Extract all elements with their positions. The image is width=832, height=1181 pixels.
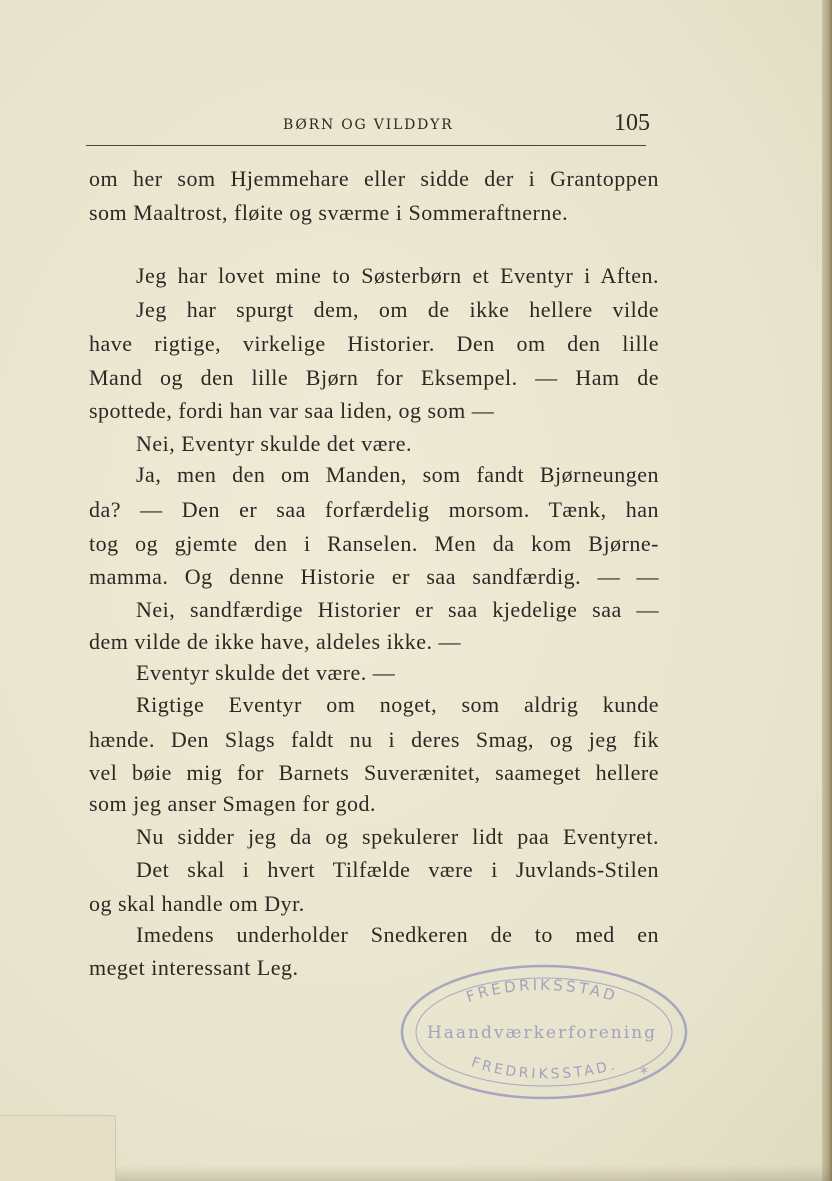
page-number: 105 bbox=[614, 110, 650, 136]
text-line: meget interessant Leg. bbox=[89, 955, 299, 980]
library-stamp bbox=[392, 960, 692, 1106]
text-line: Eventyr skulde det være. — bbox=[136, 660, 396, 685]
text-line: som jeg anser Smagen for god. bbox=[89, 791, 376, 816]
text-line: som Maaltrost, fløite og sværme i Sommeraftnerne. bbox=[89, 200, 569, 225]
text-line: Jeg har lovet mine to Søsterbørn et Eventyr i Aften. bbox=[136, 263, 659, 288]
text-line: dem vilde de ikke have, aldeles ikke. — bbox=[89, 629, 461, 654]
stamp-bottom-text: FREDRIKSSTAD. bbox=[469, 1054, 620, 1083]
text-line: vel bøie mig for Barnets Suverænitet, saameget hellere bbox=[89, 760, 659, 785]
page-edge-shadow bbox=[822, 0, 832, 1181]
running-title: BØRN OG VILDDYR bbox=[283, 117, 454, 133]
text-line: tog og gjemte den i Ranselen. Men da kom Bjørne- bbox=[89, 531, 659, 556]
text-line: Jeg har spurgt dem, om de ikke hellere vilde bbox=[136, 297, 659, 322]
text-line: da? — Den er saa forfærdelig morsom. Tænk, han bbox=[89, 497, 659, 522]
page-bottom-shadow bbox=[0, 1165, 832, 1181]
text-line: Det skal i hvert Tilfælde være i Juvlands-Stilen bbox=[136, 857, 659, 882]
text-line: Imedens underholder Snedkeren de to med en bbox=[136, 922, 659, 947]
text-line: og skal handle om Dyr. bbox=[89, 891, 305, 916]
text-line: Ja, men den om Manden, som fandt Bjørneungen bbox=[136, 462, 659, 487]
stamp-star-icon: * bbox=[640, 1063, 648, 1082]
text-line: Nu sidder jeg da og spekulerer lidt paa Eventyret. bbox=[136, 824, 659, 849]
text-line: have rigtige, virkelige Historier. Den om den lille bbox=[89, 331, 659, 356]
text-line: om her som Hjemmehare eller sidde der i Grantoppen bbox=[89, 166, 659, 191]
text-line: Nei, sandfærdige Historier er saa kjedelige saa — bbox=[136, 597, 659, 622]
text-line: Rigtige Eventyr om noget, som aldrig kunde bbox=[136, 692, 659, 717]
corner-paper-mark bbox=[0, 1115, 116, 1181]
text-line: Mand og den lille Bjørn for Eksempel. — Ham de bbox=[89, 365, 659, 390]
stamp-top-text: FREDRIKSSTAD bbox=[463, 975, 621, 1006]
text-line: hænde. Den Slags faldt nu i deres Smag, og jeg fik bbox=[89, 727, 659, 752]
stamp-middle-text: Haandværkerforening bbox=[426, 1023, 658, 1043]
text-line: mamma. Og denne Historie er saa sandfærdig. — — bbox=[89, 564, 659, 589]
header-rule bbox=[86, 145, 646, 146]
text-line: Nei, Eventyr skulde det være. bbox=[136, 431, 412, 456]
text-line: spottede, fordi han var saa liden, og som — bbox=[89, 398, 495, 423]
